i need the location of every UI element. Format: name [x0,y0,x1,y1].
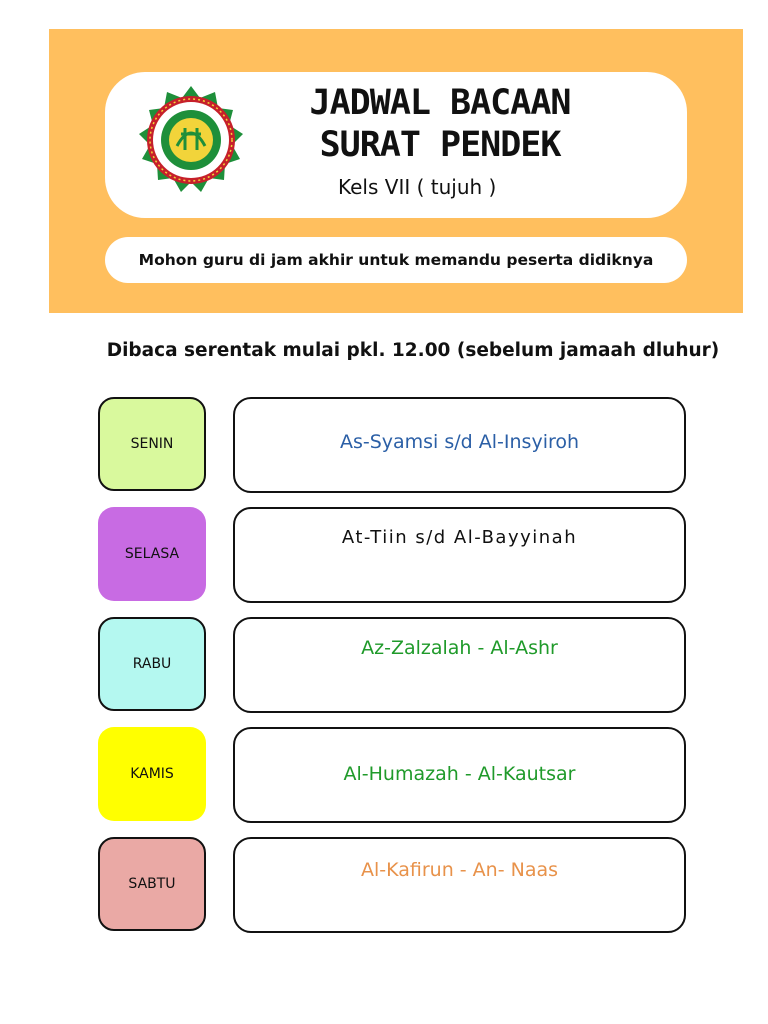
page-title [270,82,610,166]
teacher-note-text: Mohon guru di jam akhir untuk memandu peserta didiknya [138,251,654,269]
surah-text: At-Tiin s/d Al-Bayyinah [341,527,578,548]
surah-box-selasa [233,507,686,603]
surah-text: Al-Kafirun - An- Naas [360,859,559,881]
surah-box-kamis [233,727,686,823]
surah-text: As-Syamsi s/d Al-Insyiroh [339,431,580,453]
day-sabtu [98,837,206,931]
surah-box-sabtu [233,837,686,933]
day-rabu [98,617,206,711]
day-label: SELASA [124,546,180,562]
day-label: RABU [132,656,172,672]
teacher-note [105,237,687,283]
title-line-1: JADWAL BACAAN [309,83,571,123]
surah-box-rabu [233,617,686,713]
day-kamis [98,727,206,821]
day-senin [98,397,206,491]
title-line-2: SURAT PENDEK [319,125,561,165]
surah-text: Az-Zalzalah - Al-Ashr [361,637,558,659]
surah-box-senin [233,397,686,493]
day-label: SABTU [128,876,176,892]
day-selasa [98,507,206,601]
school-logo-icon [133,84,249,200]
reading-instruction: Dibaca serentak mulai pkl. 12.00 (sebelum jamaah dluhur) [106,340,720,361]
day-label: KAMIS [130,766,174,782]
class-label: Kels VII ( tujuh ) [338,175,497,199]
day-label: SENIN [130,436,174,452]
surah-text: Al-Humazah - Al-Kautsar [343,763,576,785]
